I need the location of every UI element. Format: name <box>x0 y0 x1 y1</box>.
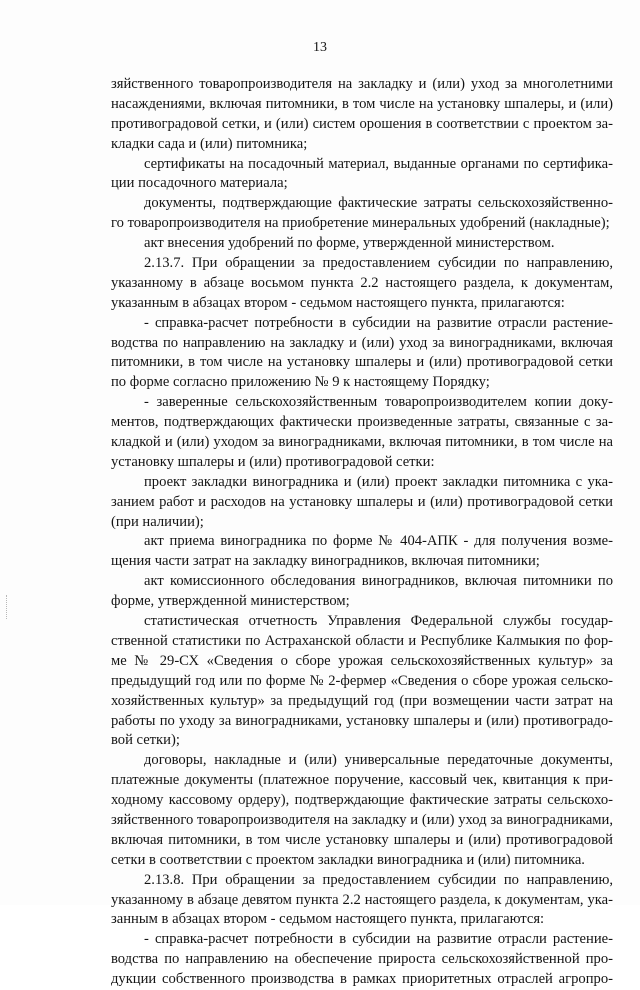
text-line: сертификаты на посадочный материал, выданные органами по сертифика- <box>144 155 613 172</box>
text-line: щения части затрат на закладку виноградников, включая питомники; <box>111 553 540 570</box>
text-line: документы, подтверждающие фактические затраты сельскохозяйственно- <box>144 195 613 212</box>
text-line: акт внесения удобрений по форме, утвержденной министерством. <box>144 235 555 252</box>
text-line: хозяйственных культур» за предыдущий год (при возмещении части затрат на <box>111 692 613 709</box>
text-line: 2.13.7. При обращении за предоставлением субсидии по направлению, <box>144 255 613 272</box>
text-line: насаждениями, включая питомники, в том числе на установку шпалеры, и (или) <box>111 95 613 112</box>
text-line: указанному в абзаце восьмом пункта 2.2 настоящего раздела, к документам, <box>111 274 613 291</box>
text-line: ходному кассовому ордеру), подтверждающие фактические затраты сельскохо- <box>111 792 613 809</box>
text-line: водства по направлению на закладку и (или) уход за виноградниками, включая <box>111 334 613 351</box>
text-line: кладкой и (или) уходом за виноградниками, включая питомники, в том числе на <box>111 434 613 451</box>
text-line: предыдущий год или по форме № 2-фермер «Сведения о сборе урожая сельско- <box>111 672 613 689</box>
text-line: установку шпалеры и (или) противоградовой сетки: <box>111 453 435 470</box>
text-line: ме № 29-СХ «Сведения о сборе урожая сельскохозяйственных культур» за <box>111 652 613 669</box>
text-line: - справка-расчет потребности в субсидии на развитие отрасли растение- <box>144 314 613 331</box>
text-line: зяйственного товаропроизводителя на закладку и (или) уход за виноградниками, <box>111 811 613 828</box>
text-line: го товаропроизводителя на приобретение минеральных удобрений (накладные); <box>111 215 610 232</box>
text-line: указанным в абзацах втором - седьмом настоящего пункта, прилагаются: <box>111 294 565 311</box>
text-line: - заверенные сельскохозяйственным товаропроизводителем копии доку- <box>144 394 613 411</box>
text-line: вой сетки); <box>111 732 180 749</box>
text-line: форме, утвержденной министерством; <box>111 593 350 610</box>
text-line: ментов, подтверждающих фактически произведенные затраты, связанные с за- <box>111 414 613 431</box>
text-line: водства по направлению на обеспечение прироста сельскохозяйственной про- <box>111 951 613 968</box>
text-line: сетки в соответствии с проектом закладки виноградника и (или) питомника. <box>111 851 585 868</box>
text-line: проект закладки виноградника и (или) проект закладки питомника с ука- <box>144 473 613 490</box>
text-line: акт комиссионного обследования виноградников, включая питомники по <box>144 573 613 590</box>
text-line: статистическая отчетность Управления Федеральной службы государ- <box>144 613 613 630</box>
text-line: - справка-расчет потребности в субсидии на развитие отрасли растение- <box>144 931 613 948</box>
text-line: кладки сада и (или) питомника; <box>111 135 308 152</box>
text-line: акт приема виноградника по форме № 404-АПК - для получения возме- <box>144 533 613 550</box>
text-line: по форме согласно приложению № 9 к настоящему Порядку; <box>111 374 490 391</box>
scan-artifact <box>6 595 9 619</box>
text-line: платежные документы (платежное поручение, кассовый чек, квитанция к при- <box>111 772 613 789</box>
text-line: противоградовой сетки, и (или) систем орошения в соответствии с проектом за- <box>111 115 613 132</box>
text-line: занием работ и расходов на установку шпалеры и (или) противоградовой сетки <box>111 493 613 510</box>
text-line: занным в абзацах втором - седьмом настоящего пункта, прилагаются: <box>111 911 545 928</box>
text-line: ции посадочного материала; <box>111 175 288 192</box>
text-line: зяйственного товаропроизводителя на закладку и (или) уход за многолетними <box>111 76 613 92</box>
text-line: питомники, в том числе на установку шпалеры и (или) противоградовой сетки <box>111 354 613 371</box>
text-line: работы по уходу за виноградниками, установку шпалеры и (или) противоградо- <box>111 712 613 729</box>
text-line: (при наличии); <box>111 513 204 530</box>
text-line: 2.13.8. При обращении за предоставлением субсидии по направлению, <box>144 871 613 888</box>
page-number: 13 <box>313 40 327 55</box>
text-line: ственной статистики по Астраханской области и Республике Калмыкия по фор- <box>111 632 613 649</box>
text-line: указанному в абзаце девятом пункта 2.2 настоящего раздела, к документам, ука- <box>111 891 613 908</box>
text-line: включая питомники, в том числе установку шпалеры и (или) противоградовой <box>111 831 613 848</box>
text-line: дукции собственного производства в рамках приоритетных отраслей агропро- <box>111 971 613 988</box>
document-body <box>111 75 613 990</box>
text-line: договоры, накладные и (или) универсальные передаточные документы, <box>144 752 613 769</box>
